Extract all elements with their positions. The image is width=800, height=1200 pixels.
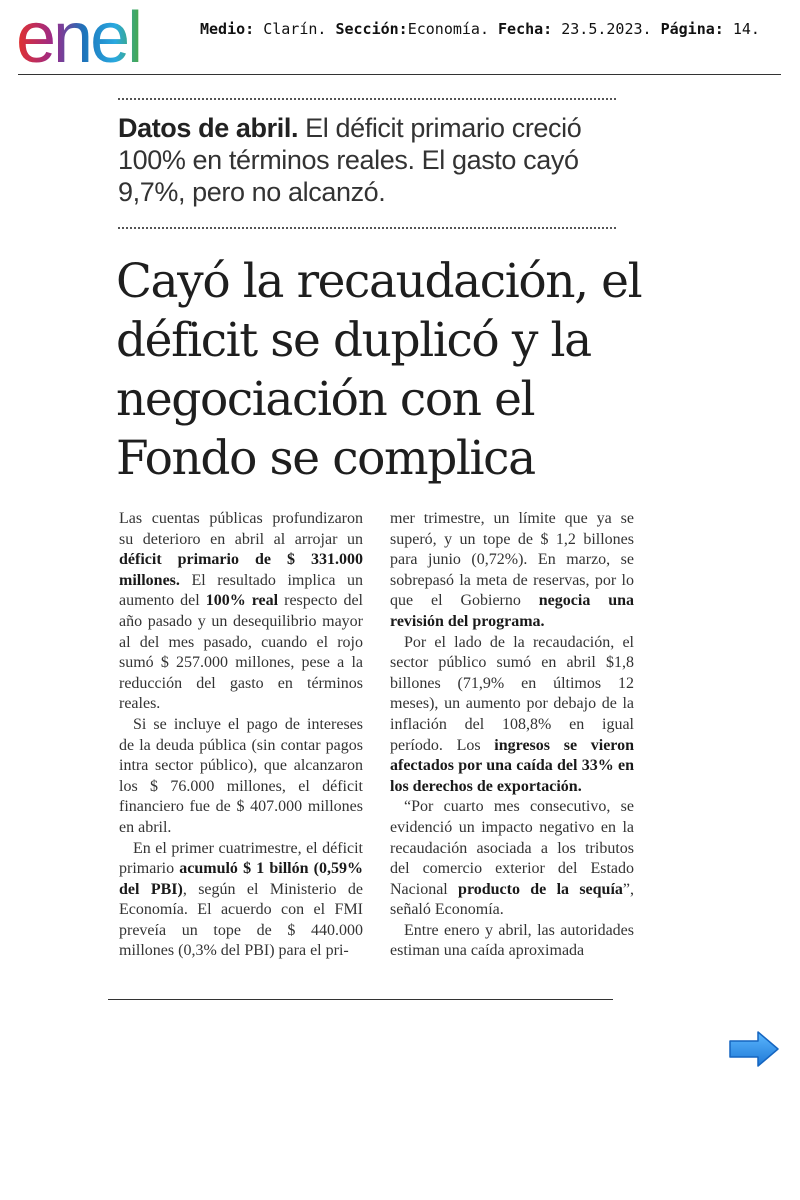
article-column-left <box>119 509 363 962</box>
body-bold: producto de la sequía <box>458 880 623 898</box>
clipping-meta <box>200 20 790 38</box>
paragraph <box>119 839 363 963</box>
article-bottom-rule <box>108 999 613 1000</box>
right-arrow-icon[interactable] <box>728 1030 780 1068</box>
body-text: mer trimestre, un límite que ya se superó, y un tope de $ 1,2 billones para junio (0,72%). En marzo, se sobrepasó la meta de reservas, por lo que el Gobierno <box>390 510 634 610</box>
enel-logo-text: enel <box>16 6 141 68</box>
paragraph: Si se incluye el pago de intereses de la deuda pública (sin contar pagos intra sector público), que alcanzaron los $ 76.000 millones, el déficit financiero fue de $ 407.000 millones en abril. <box>119 715 363 836</box>
body-text: Por el lado de la recaudación, el sector público sumó en abril $1,8 billones (71,9% en últimos 12 meses), un aumento por debajo de la inflación del 108,8% en igual período. Los <box>390 633 634 754</box>
article-column-right <box>390 509 634 962</box>
kicker-bottom-dotted-rule <box>118 227 616 229</box>
body-text: El resultado implica un aumento del <box>119 571 363 610</box>
body-bold: ingresos se vieron afectados por una caída del 33% en los derechos de exportación. <box>390 736 635 795</box>
body-text: “Por cuarto mes consecutivo, se evidenció un impacto negativo en la recaudación asociada a los tributos del comercio exterior del Estado Nacional <box>390 798 634 898</box>
body-bold: acumuló $ 1 billón (0,59% del PBI) <box>119 860 363 898</box>
header-divider <box>18 74 781 75</box>
seccion-value: Economía. <box>407 20 489 38</box>
medio-label: Medio: <box>200 20 255 38</box>
kicker-text: El déficit primario creció 100% en términos reales. El gasto cayó 9,7%, pero no alcanzó. <box>118 113 582 207</box>
pagina-value: 14. <box>732 20 760 38</box>
seccion-label: Sección: <box>335 20 408 38</box>
body-bold: 100% real <box>205 592 279 610</box>
paragraph <box>390 797 634 921</box>
fecha-value: 23.5.2023. <box>561 20 652 38</box>
pagina-label: Página: <box>660 20 724 38</box>
kicker-top-dotted-rule <box>118 98 616 100</box>
body-text: Las cuentas públicas profundizaron su deterioro en abril al arrojar un <box>119 510 363 548</box>
article-kicker <box>118 112 638 208</box>
medio-value: Clarín. <box>263 20 327 38</box>
body-text: , según el Ministerio de Economía. El acuerdo con el FMI preveía un tope de $ 440.000 millones (0,3% del PBI) para el pri- <box>119 880 363 960</box>
body-text: En el primer cuatrimestre, el déficit primario <box>119 839 363 878</box>
body-bold: negocia una revisión del programa. <box>390 592 635 630</box>
body-text: ”, señaló Economía. <box>390 880 634 919</box>
fecha-label: Fecha: <box>498 20 553 38</box>
paragraph <box>390 509 634 633</box>
paragraph <box>390 633 634 798</box>
paragraph <box>119 509 363 715</box>
article-headline: Cayó la recaudación, el déficit se duplicó y la negociación con el Fondo se complica <box>116 254 642 486</box>
enel-logo <box>16 6 181 68</box>
paragraph: Entre enero y abril, las autoridades estiman una caída aproximada <box>390 921 634 960</box>
body-text: respecto del año pasado y un desequilibrio mayor al del mes pasado, cuando el rojo sumó $ 257.000 millones, pese a la reducción del gasto en términos reales. <box>119 592 364 713</box>
kicker-lead: Datos de abril. <box>118 113 299 143</box>
body-bold: déficit primario de $ 331.000 millones. <box>119 551 363 589</box>
